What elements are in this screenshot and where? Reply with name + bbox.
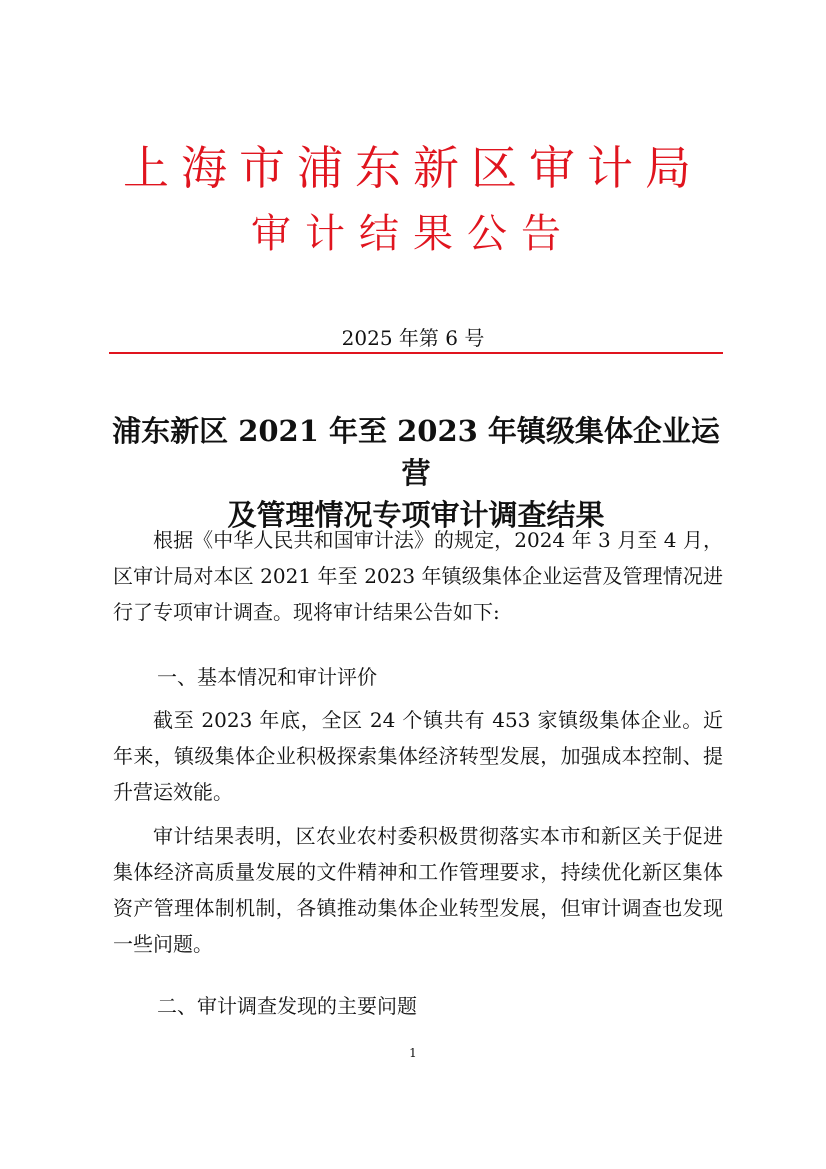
section-1-paragraph-2: 审计结果表明，区农业农村委积极贯彻落实本市和新区关于促进集体经济高质量发展的文件精神和工作管理要求，持续优化新区集体资产管理体制机制，各镇推动集体企业转型发展，但审计调查也发现一些问题。 [113,824,723,956]
title-line-2: 及管理情况专项审计调查结果 [227,498,605,532]
agency-header: 上海市浦东新区审计局 [123,141,703,195]
section-2-heading: 二、审计调查发现的主要问题 [157,994,417,1018]
intro-paragraph: 根据《中华人民共和国审计法》的规定，2024 年 3 月至 4 月，区审计局对本区 2021 年至 2023 年镇级集体企业运营及管理情况进行了专项审计调查。现将审计结果公告如下: [113,528,723,624]
title-line-1: 浦东新区 2021 年至 2023 年镇级集体企业运营 [112,414,720,490]
section-1-paragraph-1: 截至 2023 年底，全区 24 个镇共有 453 家镇级集体企业。近年来，镇级集体企业积极探索集体经济转型发展，加强成本控制、提升营运效能。 [113,708,723,804]
page-number: 1 [409,1046,417,1060]
red-divider-line [109,352,723,354]
section-1-heading: 一、基本情况和审计评价 [157,665,377,689]
document-title [109,410,723,536]
document-type-header: 审计结果公告 [251,211,575,257]
document-number: 2025 年第 6 号 [341,326,485,350]
